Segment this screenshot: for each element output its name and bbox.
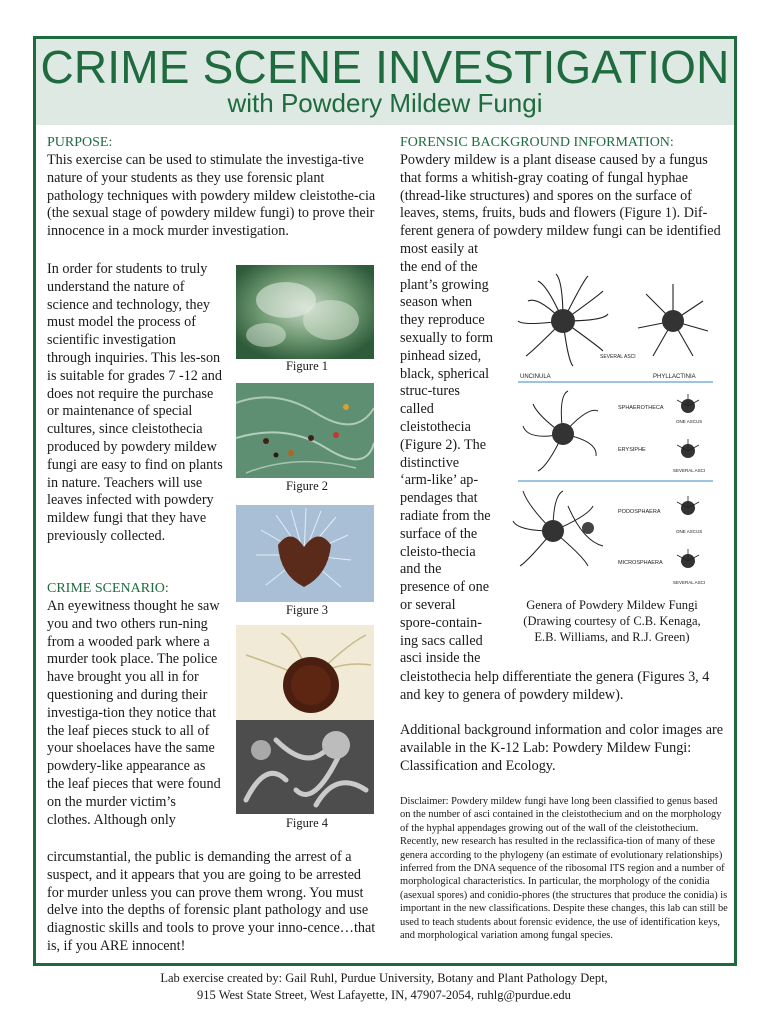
label-erysiphe: ERYSIPHE [618,447,646,453]
cleistothecium-micrograph [236,505,374,602]
genera-drawing [508,266,718,591]
figure-2-image [236,383,374,478]
genera-caption: Genera of Powdery Mildew Fungi (Drawing courtesy of C.B. Kenaga, E.B. Williams, and R.J. Green) [523,598,701,644]
background-wide-text: cleistothecia help differentiate the genera (Figures 3, 4 and key to genera of powdery mildew). [400,669,710,703]
label-podosphaera: PODOSPHAERA [618,509,661,515]
figure-4a-image [236,625,374,720]
figure-1-caption: Figure 1 [285,359,328,373]
label-one-ascus-2: ONE ASCUS [676,529,703,534]
scenario-heading: CRIME SCENARIO: [47,581,169,596]
figure-4b-image [236,720,374,814]
disclaimer: Disclaimer: Powdery mildew fungi have long been classified to genus based on the number of asci contained in the cleistothecium and on the morphology of the hyphal appendages growing out of the wall of the cleistothecium. Recently, new research has resulted in the reclassifica-tion of many of these genera according to the phylogeny (an estimate of evolutionary relationships) inferred from the DNA sequence of the ribosomal ITS region and a number of morphological characteristics. In particular, the morphology of the conidia (asexual spores) and conidio-phores (the structures that produce the conidia) is important in the new classifications. Despite these changes, this lab can still be used to teach students about forensic evidence, the use of identification keys, and morphological variation among fungal species. [400,796,728,942]
footer-line-2: 915 West State Street, West Lafayette, IN, 47907-2054, ruhlg@purdue.edu [197,988,571,1002]
label-uncinula: UNCINULA [520,374,551,380]
figure-4-caption: Figure 4 [285,816,328,830]
page-subtitle: with Powdery Mildew Fungi [227,88,543,118]
cleistothecia-leaf-photo [236,383,374,478]
footer [40,970,728,1004]
figure-2-caption: Figure 2 [285,479,328,493]
label-one-ascus-1: ONE ASCUS [676,419,703,424]
purpose-paragraph: This exercise can be used to stimulate the investiga-tive nature of your students as they use forensic plant pathology techniques with powdery mildew cleistothe-cia (the sexual stage of powdery mildew fungi) to prove their innocence in a mock murder investigation. [47,152,376,240]
leaf-mildew-photo [236,265,374,359]
label-several-asci-3: SEVERAL ASCI [673,580,706,585]
background-heading: FORENSIC BACKGROUND INFORMATION: [400,135,674,150]
footer-line-1: Lab exercise created by: Gail Ruhl, Purdue University, Botany and Plant Pathology Dept, [160,971,608,985]
page-title: CRIME SCENE INVESTIGATION [40,41,730,93]
background-intro: Powdery mildew is a plant disease caused by a fungus that forms a whitish-gray coating of fungal hyphae (thread-like structures) and spores on the surface of leaves, stems, fruits, buds and flowers (Figure 1). Dif-ferent genera of powdery mildew fungi can be identified [400,152,721,240]
genera-diagram [508,266,718,591]
scenario-paragraph: An eyewitness thought he saw you and two others run-ning from a wooded park where a murder took place. The police have brought you all in for questioning and during their investiga-tion they notice that the leaf pieces stuck to all of your shoelaces have the same powdery-like appearance as the leaf pieces that were found on the murder victim’s clothes. Although only [47,598,221,828]
additional-info: Additional background information and color images are available in the K-12 Lab: Powdery Mildew Fungi: Classification and Ecology. [400,722,724,774]
figure-3-caption: Figure 3 [285,603,328,617]
label-several-asci-top: SEVERAL ASCI [600,354,636,360]
label-sphaerotheca: SPHAEROTHECA [618,405,664,411]
purpose-heading: PURPOSE: [47,135,113,150]
background-narrow-text: most easily at the end of the plant’s growing season when they reproduce sexually to form pinhead sized, black, spherical struc-tures called cleistothecia (Figure 2). The distinctive ‘arm-like’ ap-pendages that radiate from the surface of the cleisto-thecia and the presence of one or several spore-contain-ing sacs called asci inside the [400,241,493,667]
cleistothecium-closeup-photo [236,625,374,720]
title-banner [36,39,734,125]
scenario-paragraph-continued: circumstantial, the public is demanding the arrest of a suspect, and it appears that you are going to be arrested for murder unless you can prove them wrong. You must delve into the depths of forensic plant pathology and use diagnostic skills and tools to prove your inno-cence…that is, if you ARE innocent! [47,849,376,954]
label-phyllactinia: PHYLLACTINIA [653,374,696,380]
label-microsphaera: MICROSPHAERA [618,560,663,566]
figure-1-image [236,265,374,359]
inquiry-paragraph: In order for students to truly understand the nature of science and technology, they must model the process of scientific investigation through inquiries. This les-son is suitable for grades 7 -12 and does not require the purchase or maintenance of special cultures, since cleistothecia produced by powdery mildew fungi are easy to find on plants in nature. Teachers will use leaves infected with powdery mildew fungi that they have previously collected. [47,261,223,544]
label-several-asci-2: SEVERAL ASCI [673,468,706,473]
sem-micrograph [236,720,374,814]
figure-3-image [236,505,374,602]
